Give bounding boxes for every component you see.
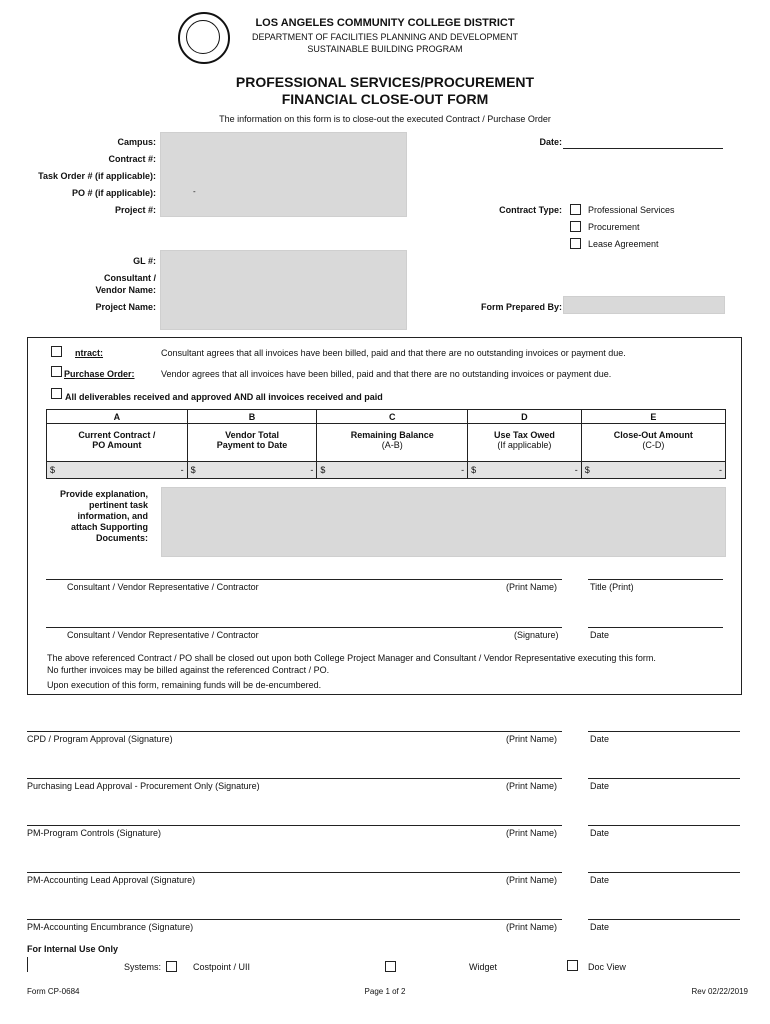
col-head-b-line2: Payment to Date [216,440,288,450]
currency-d: $ [471,465,477,475]
col-head-d-line1: Use Tax Owed [493,430,555,440]
col-head-c [317,424,468,462]
vendor-info-input-block[interactable] [160,250,407,330]
po-agree-checkbox[interactable] [51,366,62,377]
docview-checkbox[interactable] [567,960,578,971]
explanation-textarea[interactable] [161,487,726,557]
amount-d-value: - [574,465,578,475]
district-seal-logo [178,12,230,64]
contract-type-procurement-checkbox[interactable] [570,221,581,232]
project-no-label: Project #: [114,205,156,215]
col-head-e-sub: (C-D) [642,440,665,450]
form-title-line2: FINANCIAL CLOSE-OUT FORM [281,91,489,107]
approval-4-date-line[interactable] [588,872,740,873]
approval-2-print-name: (Print Name) [506,781,558,791]
form-intro: The information on this form is to close-out the executed Contract / Purchase Order [219,114,551,124]
approval-5-label: PM-Accounting Encumbrance (Signature) [27,922,194,932]
approval-4-label: PM-Accounting Lead Approval (Signature) [27,875,196,885]
approval-5-line[interactable] [27,919,562,920]
deliverables-text: All deliverables received and approved AND all invoices received and paid [65,392,383,402]
col-head-d-sub: (If applicable) [497,440,552,450]
contract-type-lease-checkbox[interactable] [570,238,581,249]
approval-4-date-label: Date [590,875,610,885]
widget-checkbox[interactable] [385,961,396,972]
amount-a-field[interactable] [47,462,188,479]
explanation-label-l3: information, and [77,511,148,521]
approval-1-date-label: Date [590,734,610,744]
approval-3-date-label: Date [590,828,610,838]
amount-e-value: - [719,465,722,475]
task-order-label: Task Order # (if applicable): [38,171,156,181]
explanation-label-l5: Documents: [95,533,148,543]
internal-use-title: For Internal Use Only [27,944,119,954]
po-value: - [193,187,196,196]
revision-date: Rev 02/22/2019 [691,987,748,996]
gl-label: GL #: [133,256,156,266]
costpoint-checkbox[interactable] [166,961,177,972]
col-letter-b: B [187,410,317,424]
consultant-print-name-label: (Print Name) [506,582,558,592]
col-head-c-line1: Remaining Balance [350,430,434,440]
consultant-date-line[interactable] [588,627,723,628]
closeout-note-3: Upon execution of this form, remaining funds will be de-encumbered. [47,680,322,690]
contract-no-label: Contract #: [108,154,156,164]
form-prepared-by-field[interactable] [563,296,725,314]
amount-c-field[interactable] [317,462,468,479]
consultant-signature-label: (Signature) [514,630,559,640]
consultant-title-label: Title (Print) [590,582,634,592]
approval-2-line[interactable] [27,778,562,779]
po-agree-text: Vendor agrees that all invoices have been billed, paid and that there are no outstanding invoices or payment due. [161,369,612,379]
date-field[interactable] [563,148,723,149]
approval-4-print-name: (Print Name) [506,875,558,885]
docview-label: Doc View [588,962,626,972]
approval-3-print-name: (Print Name) [506,828,558,838]
currency-c: $ [320,465,326,475]
amount-a-value: - [180,465,184,475]
amount-d-field[interactable] [468,462,582,479]
explanation-label-l1: Provide explanation, [59,489,148,499]
contract-type-label: Contract Type: [499,205,562,215]
form-number: Form CP-0684 [27,987,80,996]
approval-2-date-label: Date [590,781,610,791]
amount-c-value: - [461,465,465,475]
col-letter-d: D [468,410,582,424]
form-prepared-by-label: Form Prepared By: [480,302,562,312]
col-head-e-line1: Close-Out Amount [613,430,693,440]
approval-5-date-label: Date [590,922,610,932]
approval-3-line[interactable] [27,825,562,826]
department-name: DEPARTMENT OF FACILITIES PLANNING AND DEVELOPMENT [251,32,519,42]
closeout-note-2: No further invoices may be billed against the referenced Contract / PO. [47,665,330,675]
closeout-note-1: The above referenced Contract / PO shall be closed out upon both College Project Manager and Consultant / Vendor Representative executing this form. [47,653,656,663]
col-head-b [187,424,317,462]
contract-type-professional-label: Professional Services [588,205,675,215]
page-number: Page 1 of 2 [364,987,406,996]
program-name: SUSTAINABLE BUILDING PROGRAM [307,44,463,54]
contract-type-professional-checkbox[interactable] [570,204,581,215]
approval-1-line[interactable] [27,731,562,732]
col-head-c-sub: (A-B) [381,440,403,450]
col-letter-a: A [47,410,188,424]
approval-1-print-name: (Print Name) [506,734,558,744]
campus-label: Campus: [117,137,156,147]
approval-4-line[interactable] [27,872,562,873]
col-head-b-line1: Vendor Total [225,430,279,440]
consultant-label-line1: Consultant / [104,273,156,283]
col-head-a-line1: Current Contract / [78,430,156,440]
approval-3-date-line[interactable] [588,825,740,826]
deliverables-checkbox[interactable] [51,388,62,399]
po-no-label: PO # (if applicable): [71,188,156,198]
project-name-label: Project Name: [95,302,156,312]
form-title-line1: PROFESSIONAL SERVICES/PROCUREMENT [235,74,535,90]
consultant-signature-line[interactable] [46,627,562,628]
explanation-label [30,489,148,544]
currency-a: $ [50,465,56,475]
col-letter-c: C [317,410,468,424]
currency-b: $ [190,465,196,475]
project-info-input-block[interactable] [160,132,407,217]
approval-3-label: PM-Program Controls (Signature) [27,828,162,838]
col-head-a-line2: PO Amount [92,440,142,450]
amount-b-field[interactable] [187,462,317,479]
amount-e-field[interactable] [581,462,725,479]
systems-label: Systems: [124,962,162,972]
consultant-date-label: Date [590,630,610,640]
consultant-print-name-line[interactable] [46,579,562,580]
approval-5-print-name: (Print Name) [506,922,558,932]
approval-5-date-line[interactable] [588,919,740,920]
col-head-e [581,424,725,462]
explanation-label-l2: pertinent task [88,500,148,510]
contract-agree-checkbox[interactable] [51,346,62,357]
widget-label: Widget [469,962,498,972]
currency-e: $ [584,465,590,475]
consultant-title-line[interactable] [588,579,723,580]
costpoint-label: Costpoint / UII [193,962,251,972]
date-label: Date: [539,137,562,147]
closeout-amounts-table [46,409,726,479]
contract-type-procurement-label: Procurement [588,222,640,232]
explanation-label-l4: attach Supporting [71,522,148,532]
approval-2-date-line[interactable] [588,778,740,779]
approval-2-label: Purchasing Lead Approval - Procurement Only (Signature) [27,781,260,791]
approval-1-label: CPD / Program Approval (Signature) [27,734,173,744]
consultant-label-line2: Vendor Name: [95,285,156,295]
consultant-rep-label: Consultant / Vendor Representative / Contractor [67,582,259,592]
col-letter-e: E [581,410,725,424]
contract-agree-label: ntract: [75,348,104,358]
approval-1-date-line[interactable] [588,731,740,732]
col-head-a [47,424,188,462]
amount-b-value: - [310,465,314,475]
col-head-d [468,424,582,462]
po-agree-label: Purchase Order: [64,369,135,379]
contract-type-lease-label: Lease Agreement [588,239,659,249]
internal-use-divider [27,957,28,972]
contract-agree-text: Consultant agrees that all invoices have been billed, paid and that there are no outstanding invoices or payment due. [161,348,626,358]
consultant-rep-label-2: Consultant / Vendor Representative / Contractor [67,630,259,640]
district-name: LOS ANGELES COMMUNITY COLLEGE DISTRICT [255,17,515,29]
